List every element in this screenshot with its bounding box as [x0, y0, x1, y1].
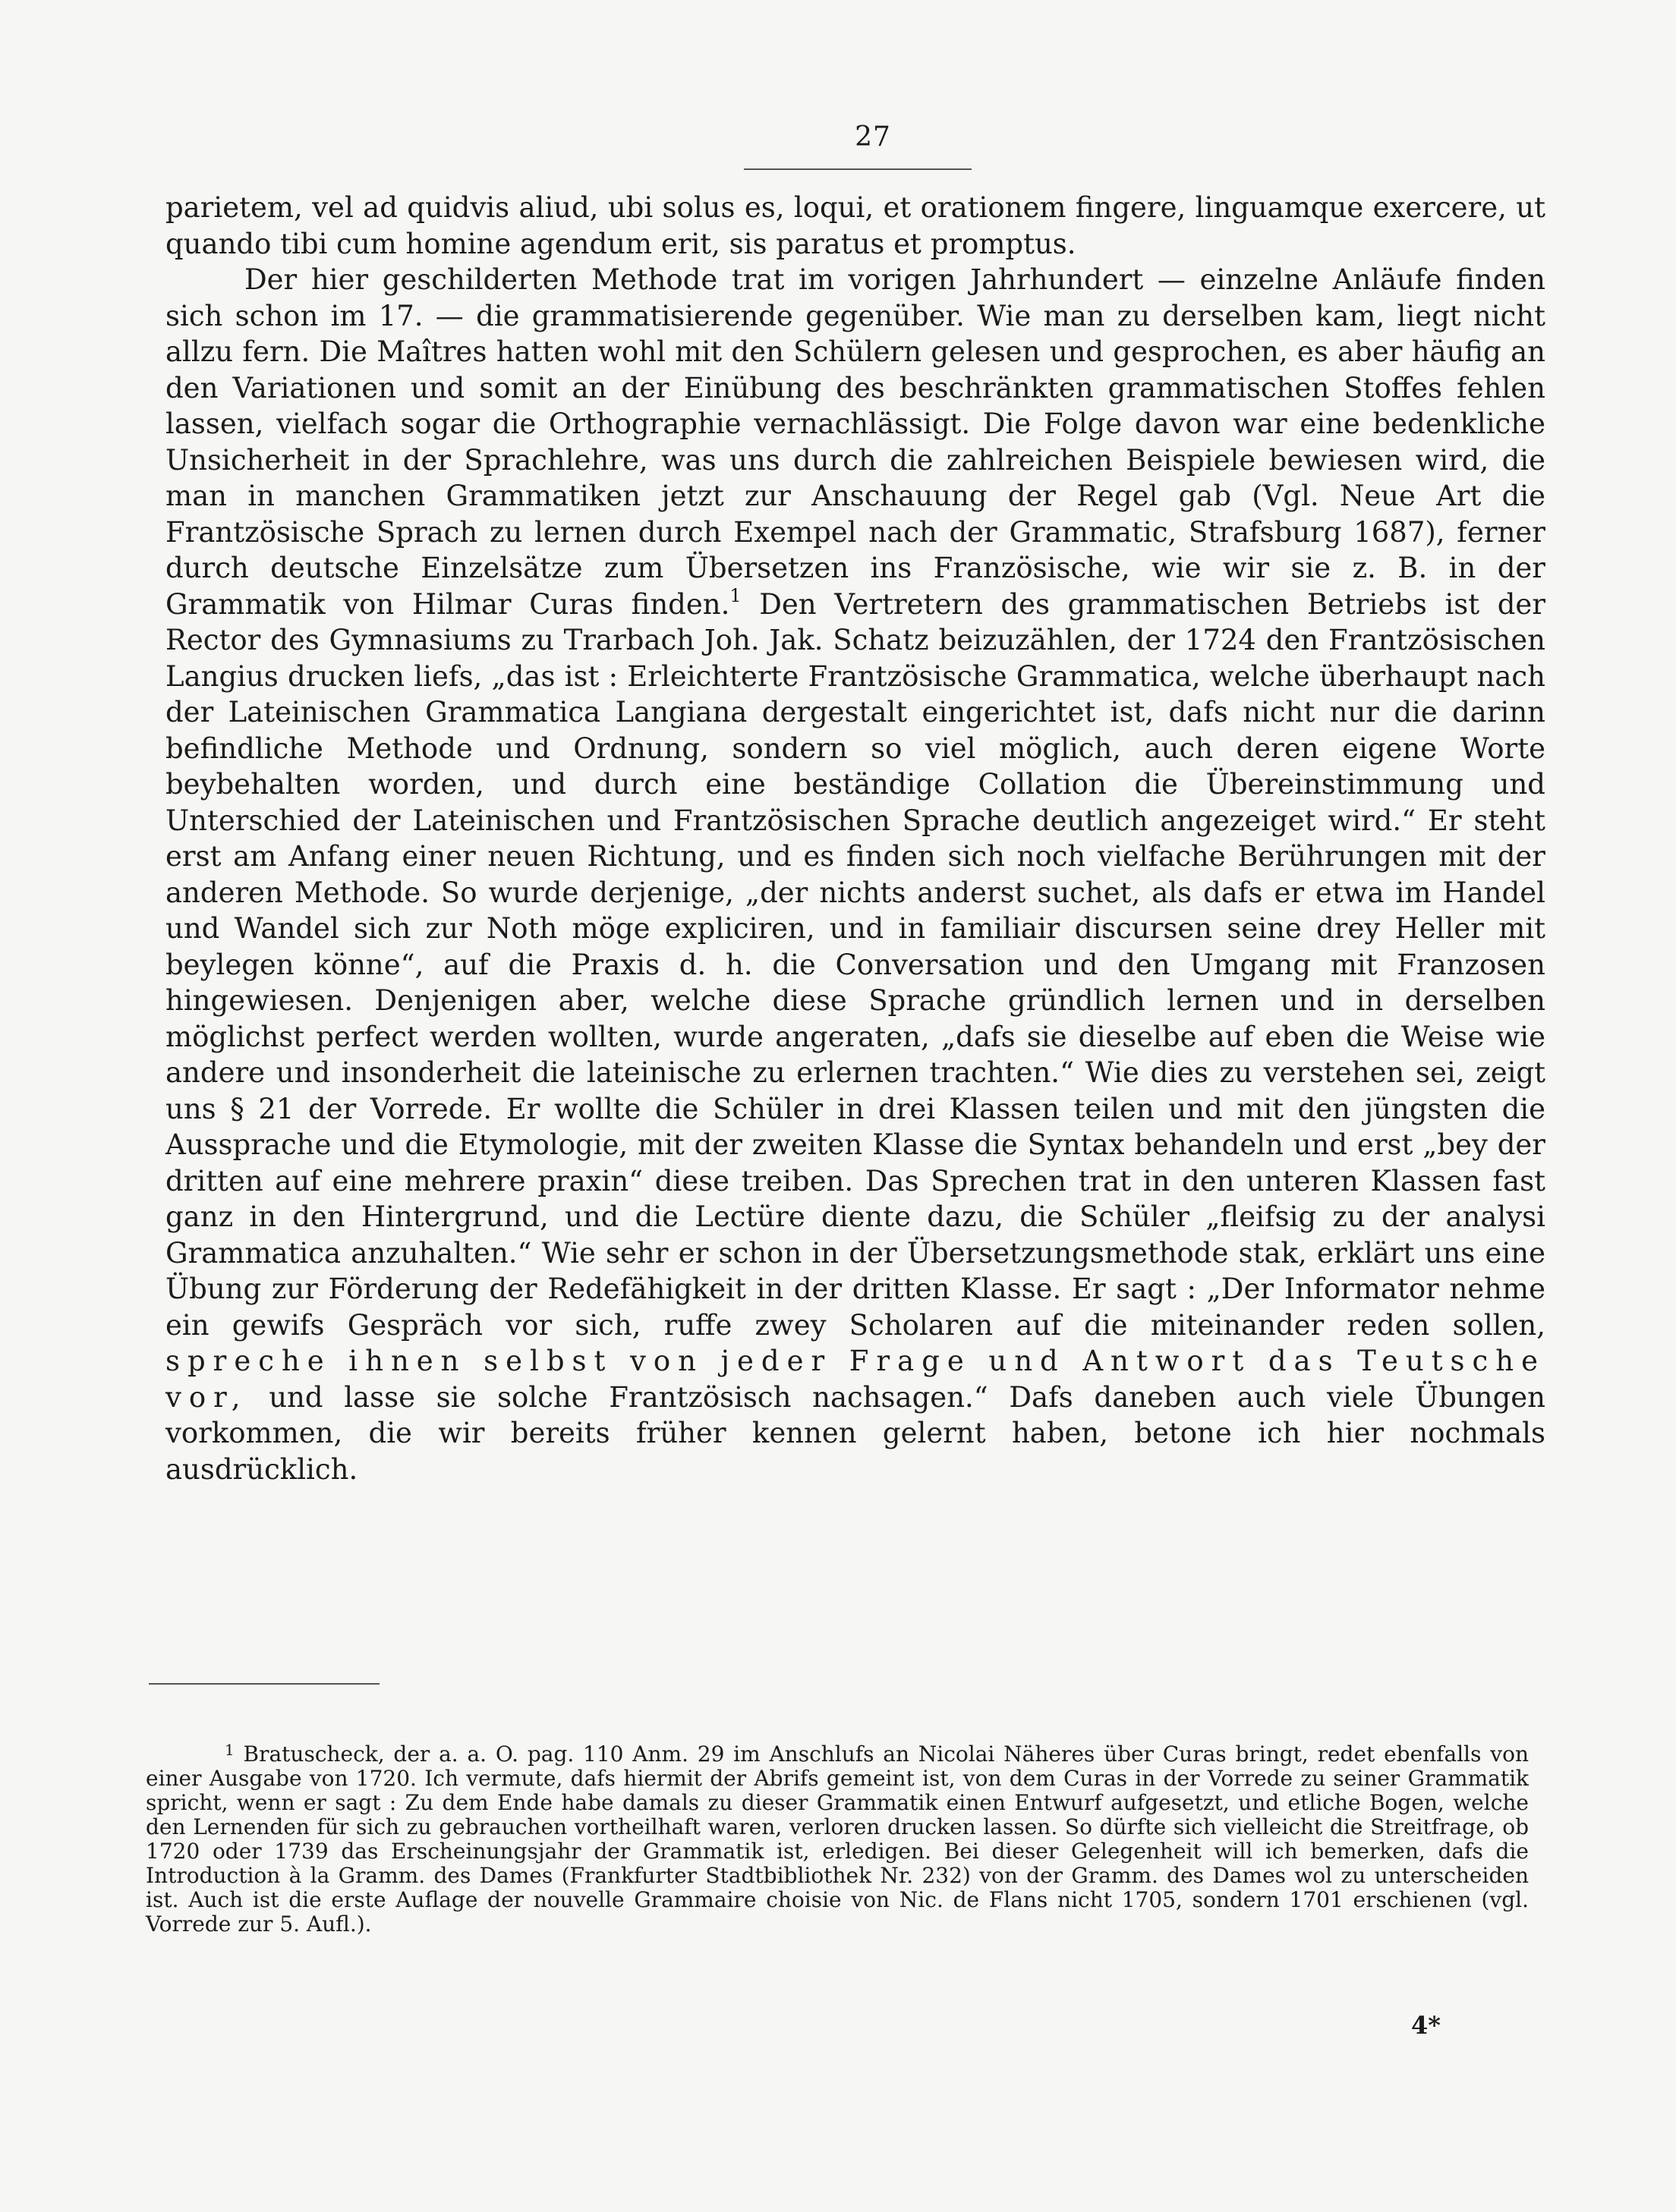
- footnote-1: [146, 1742, 1529, 1937]
- footnotes: [146, 1742, 1529, 1937]
- header-rule: [744, 168, 972, 170]
- paragraph-2: [165, 262, 1545, 1487]
- footnote-text: Bratuscheck, der a. a. O. pag. 110 Anm. 29 im Anschlufs an Nicolai Näheres über Curas bringt, redet ebenfalls von einer Ausgabe von 1720. Ich vermute, dafs hiermit der Abrifs gemeint ist, von dem Curas in der Vorrede zu seiner Grammatik spricht, wenn er sagt : Zu dem Ende habe damals zu dieser Grammatik einen Entwurf aufgesetzt, und etliche Bogen, welche den Lernenden für sich zu gebrauchen vortheilhaft waren, verloren drucken lassen. So dürfte sich vielleicht die Streitfrage, ob 1720 oder 1739 das Erscheinungsjahr der Grammatik ist, erledigen. Bei dieser Gelegenheit will ich bemerken, dafs die Introduction à la Gramm. des Dames (Frankfurter Stadtbibliothek Nr. 232) von der Gramm. des Dames wol zu unterscheiden ist. Auch ist die erste Auflage der nouvelle Grammaire choisie von Nic. de Flans nicht 1705, sondern 1701 erschienen (vgl. Vorrede zur 5. Aufl.).: [146, 1742, 1529, 1937]
- page-number: 27: [855, 121, 891, 153]
- paragraph-2-part-3: und lasse sie solche Frantzösisch nachsagen.“ Dafs daneben auch viele Übungen vorkommen, die wir bereits früher kennen gelernt haben, betone ich hier nochmals ausdrücklich.: [165, 1380, 1545, 1486]
- footnote-rule: [149, 1683, 380, 1685]
- paragraph-1: parietem, vel ad quidvis aliud, ubi solus es, loqui, et orationem fingere, linguamque exercere, ut quando tibi cum homine agendum erit, sis paratus et promptus.: [165, 191, 1545, 260]
- paragraph-2-part-1: Der hier geschilderten Methode trat im vorigen Jahrhundert — einzelne Anläufe finden sich schon im 17. — die grammatisierende gegenüber. Wie man zu derselben kam, liegt nicht allzu fern. Die Maîtres hatten wohl mit den Schülern gelesen und gesprochen, es aber häufig an den Variationen und somit an der Einübung des beschränkten grammatischen Stoffes fehlen lassen, vielfach sogar die Orthographie vernachlässigt. Die Folge davon war eine bedenkliche Unsicherheit in der Sprachlehre, was uns durch die zahlreichen Beispiele bewiesen wird, die man in manchen Grammatiken jetzt zur Anschauung der Regel gab (Vgl. Neue Art die Frantzösische Sprach zu lernen durch Exempel nach der Grammatic, Strafsburg 1687), ferner durch deutsche Einzelsätze zum Übersetzen ins Französische, wie wir sie z. B. in der Grammatik von Hilmar Curas finden.: [165, 263, 1545, 621]
- spaced-quotation: spreche ihnen selbst von jeder Frage und Antwort das Teutsche vor,: [165, 1345, 1545, 1414]
- main-text: [165, 190, 1545, 1487]
- footnote-reference: 1: [729, 584, 742, 606]
- paragraph-2-part-2: Den Vertretern des grammatischen Betriebs ist der Rector des Gymnasiums zu Trarbach Joh. Jak. Schatz beizuzählen, der 1724 den Frantzösischen Langius drucken liefs, „das ist : Erleichterte Frantzösische Grammatica, welche überhaupt nach der Lateinischen Grammatica Langiana dergestalt eingerichtet ist, dafs nicht nur die darinn befindliche Methode und Ordnung, sondern so viel möglich, auch deren eigene Worte beybehalten worden, und durch eine beständige Collation die Übereinstimmung und Unterschied der Lateinischen und Frantzösischen Sprache deutlich angezeiget wird.“ Er steht erst am Anfang einer neuen Richtung, und es finden sich noch vielfache Berührungen mit der anderen Methode. So wurde derjenige, „der nichts anderst suchet, als dafs er etwa im Handel und Wandel sich zur Noth möge expliciren, und in familiair discursen seine drey Heller mit beylegen könne“, auf die Praxis d. h. die Conversation und den Umgang mit Franzosen hingewiesen. Denjenigen aber, welche diese Sprache gründlich lernen und in derselben möglichst perfect werden wollten, wurde angeraten, „dafs sie dieselbe auf eben die Weise wie andere und insonderheit die lateinische zu erlernen trachten.“ Wie dies zu verstehen sei, zeigt uns § 21 der Vorrede. Er wollte die Schüler in drei Klassen teilen und mit den jüngsten die Aussprache und die Etymologie, mit der zweiten Klasse die Syntax behandeln und erst „bey der dritten auf eine mehrere praxin“ diese treiben. Das Sprechen trat in den unteren Klassen fast ganz in den Hintergrund, und die Lectüre diente dazu, die Schüler „fleifsig zu der analysi Grammatica anzuhalten.“ Wie sehr er schon in der Übersetzungsmethode stak, erklärt uns eine Übung zur Förderung der Redefähigkeit in der dritten Klasse. Er sagt : „Der Informator nehme ein gewifs Gespräch vor sich, ruffe zwey Scholaren auf die miteinander reden sollen,: [165, 587, 1546, 1342]
- signature-mark: 4*: [1411, 2011, 1441, 2040]
- footnote-marker: 1: [225, 1741, 235, 1759]
